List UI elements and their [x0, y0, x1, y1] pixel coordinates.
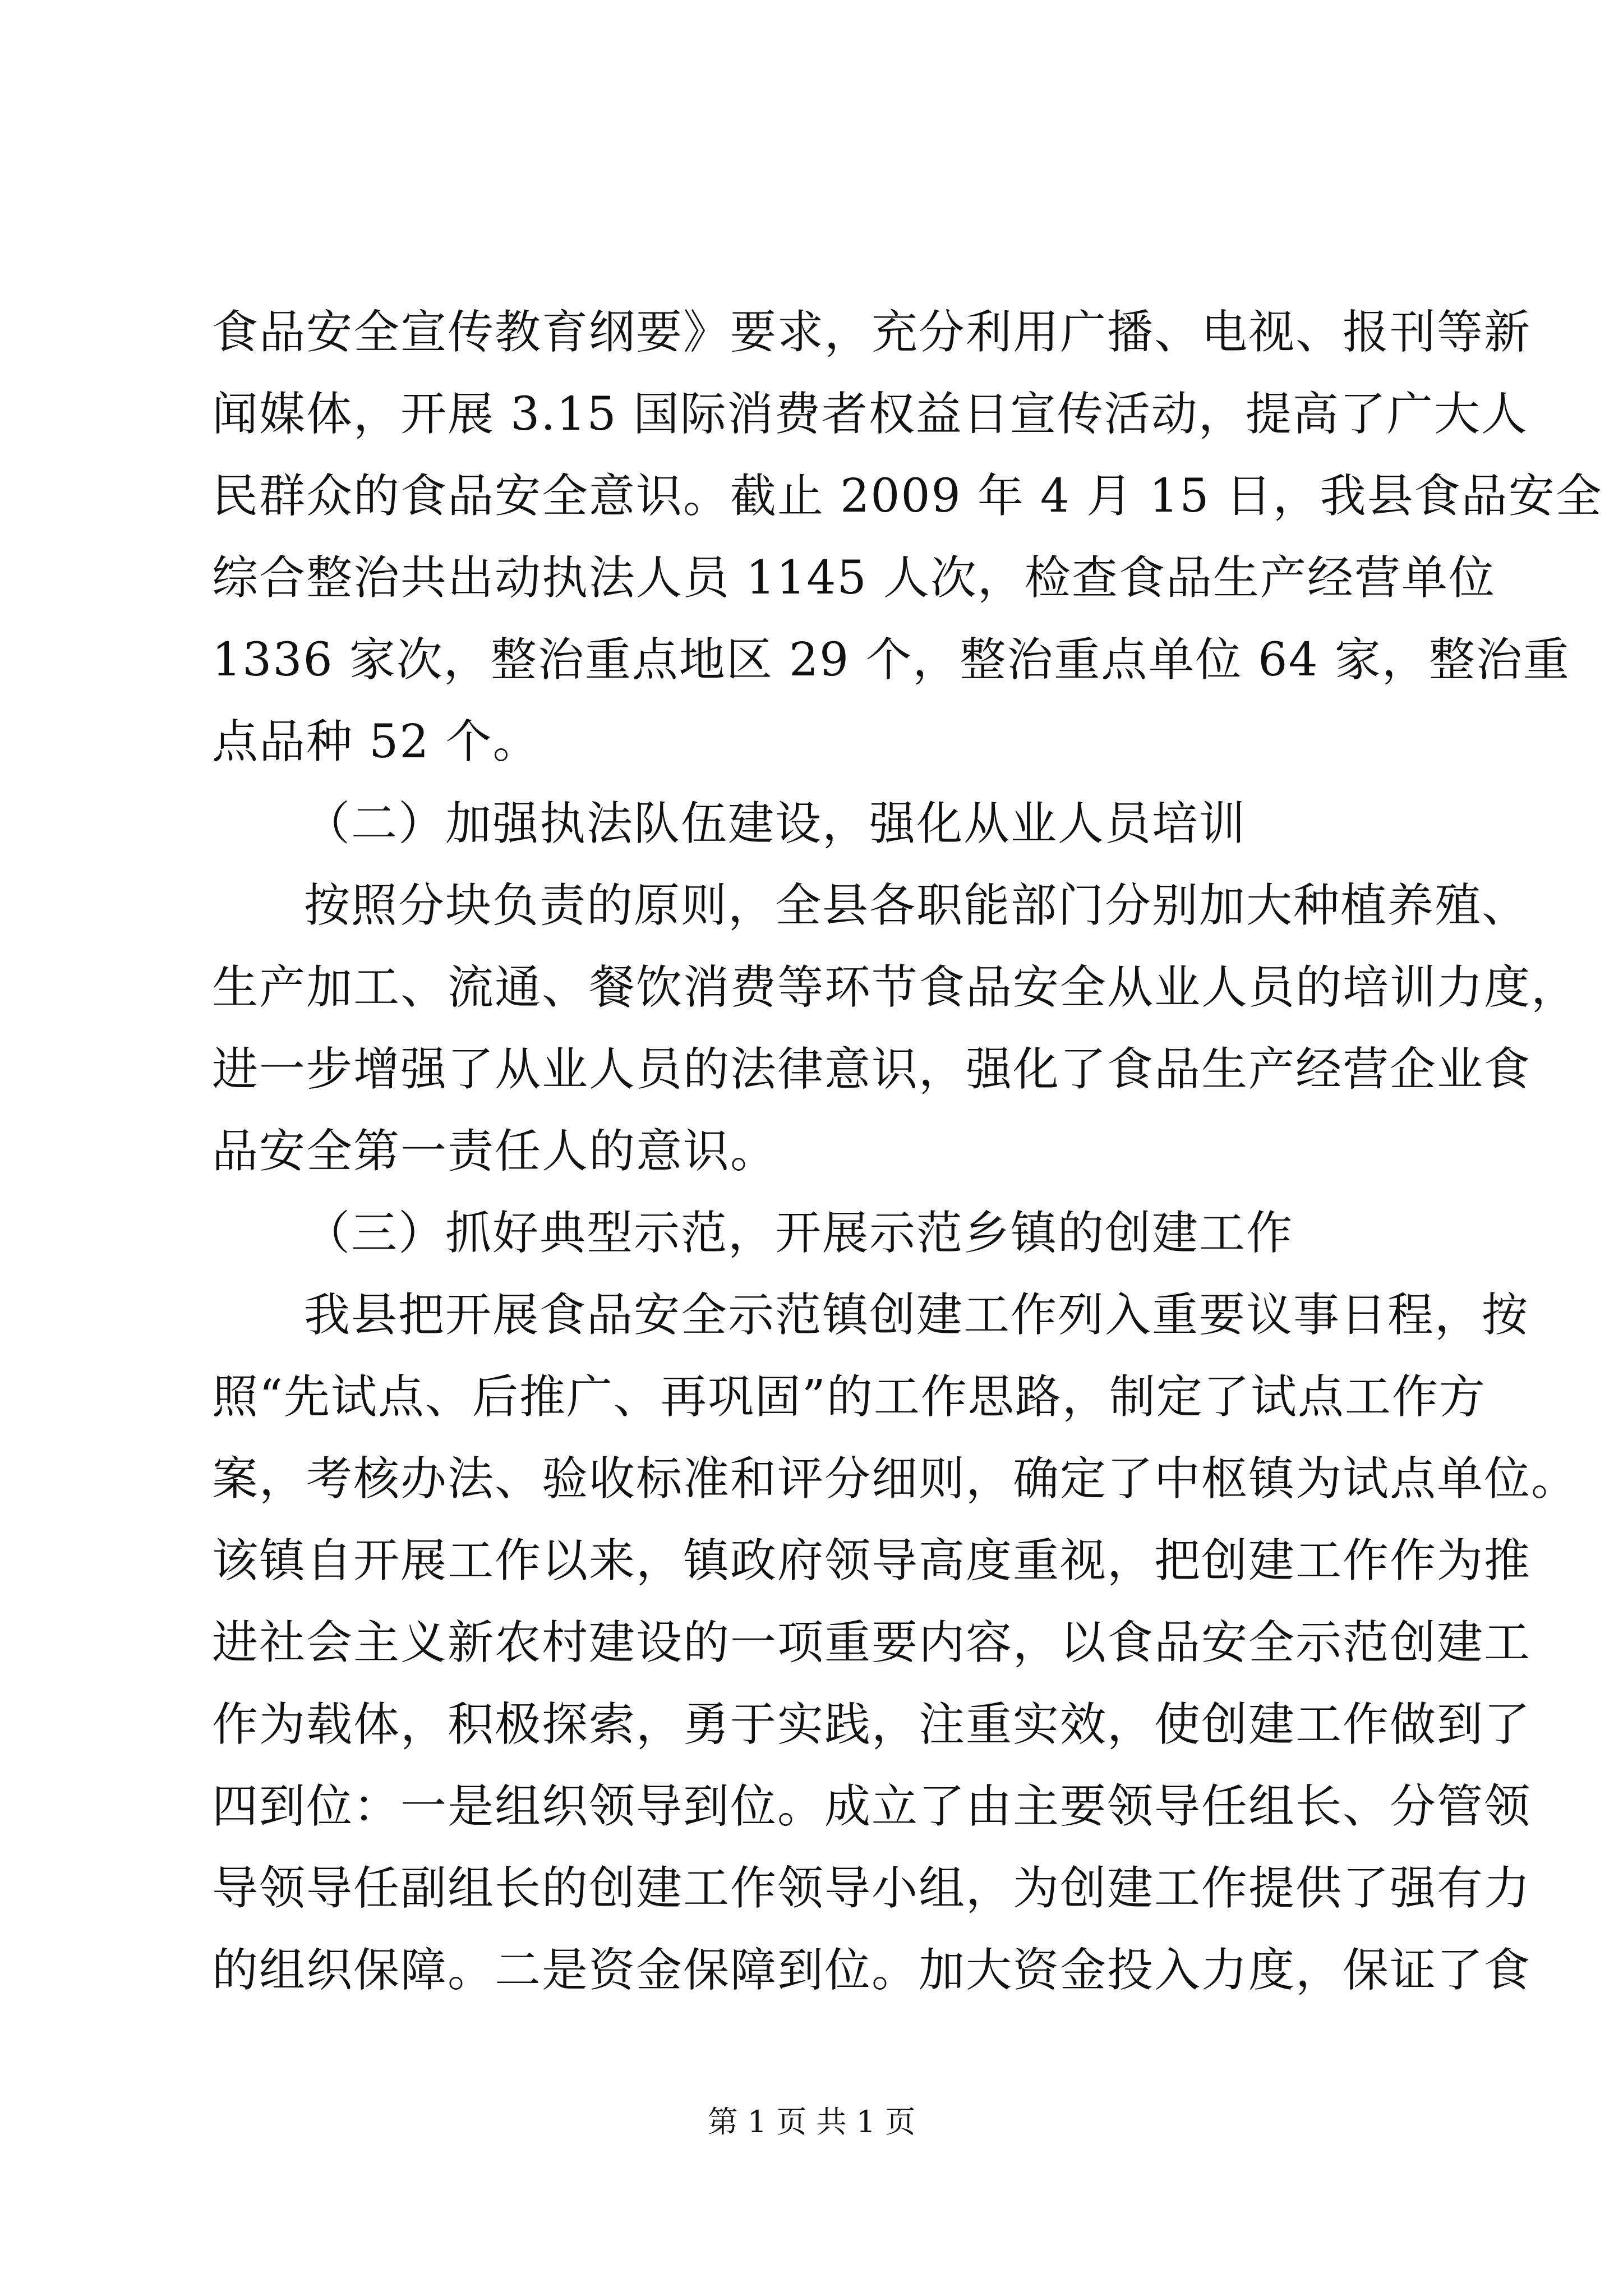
text-line: 闻媒体，开展 3.15 国际消费者权益日宣传活动，提高了广大人 [212, 388, 1528, 441]
text-line: 照“先试点、后推广、再巩固”的工作思路，制定了试点工作方 [212, 1370, 1486, 1424]
text-line: 进一步增强了从业人员的法律意识，强化了食品生产经营企业食 [212, 1043, 1532, 1096]
text-line: 作为载体，积极探索，勇于实践，注重实效，使创建工作做到了 [212, 1698, 1532, 1751]
text-line: 按照分块负责的原则，全县各职能部门分别加大种植养殖、 [304, 879, 1529, 932]
text-line: 的组织保障。二是资金保障到位。加大资金投入力度，保证了食 [212, 1944, 1532, 1997]
text-line: 我县把开展食品安全示范镇创建工作列入重要议事日程，按 [304, 1289, 1529, 1342]
text-line: 生产加工、流通、餐饮消费等环节食品安全从业人员的培训力度， [212, 961, 1579, 1014]
text-line: 民群众的食品安全意识。截止 2009 年 4 月 15 日，我县食品安全 [212, 470, 1603, 523]
text-line: 导领导任副组长的创建工作领导小组，为创建工作提供了强有力 [212, 1862, 1532, 1915]
body-text [212, 292, 1603, 2012]
text-line: 点品种 52 个。 [212, 715, 540, 769]
section-heading: （二）加强执法队伍建设，强化从业人员培训 [304, 797, 1247, 850]
text-line: 品安全第一责任人的意识。 [212, 1125, 778, 1178]
section-heading: （三）抓好典型示范，开展示范乡镇的创建工作 [304, 1207, 1294, 1260]
text-line: 进社会主义新农村建设的一项重要内容，以食品安全示范创建工 [212, 1616, 1532, 1669]
page-footer: 第 1 页 共 1 页 [707, 2104, 916, 2139]
text-line: 综合整治共出动执法人员 1145 人次，检查食品生产经营单位 [212, 551, 1496, 605]
text-line: 案，考核办法、验收标准和评分细则，确定了中枢镇为试点单位。 [212, 1452, 1579, 1506]
text-line: 食品安全宣传教育纲要》要求，充分利用广播、电视、报刊等新 [212, 306, 1532, 359]
text-line: 该镇自开展工作以来，镇政府领导高度重视，把创建工作作为推 [212, 1534, 1532, 1588]
text-line: 1336 家次，整治重点地区 29 个，整治重点单位 64 家，整治重 [212, 633, 1570, 687]
text-line: 四到位：一是组织领导到位。成立了由主要领导任组长、分管领 [212, 1780, 1532, 1833]
